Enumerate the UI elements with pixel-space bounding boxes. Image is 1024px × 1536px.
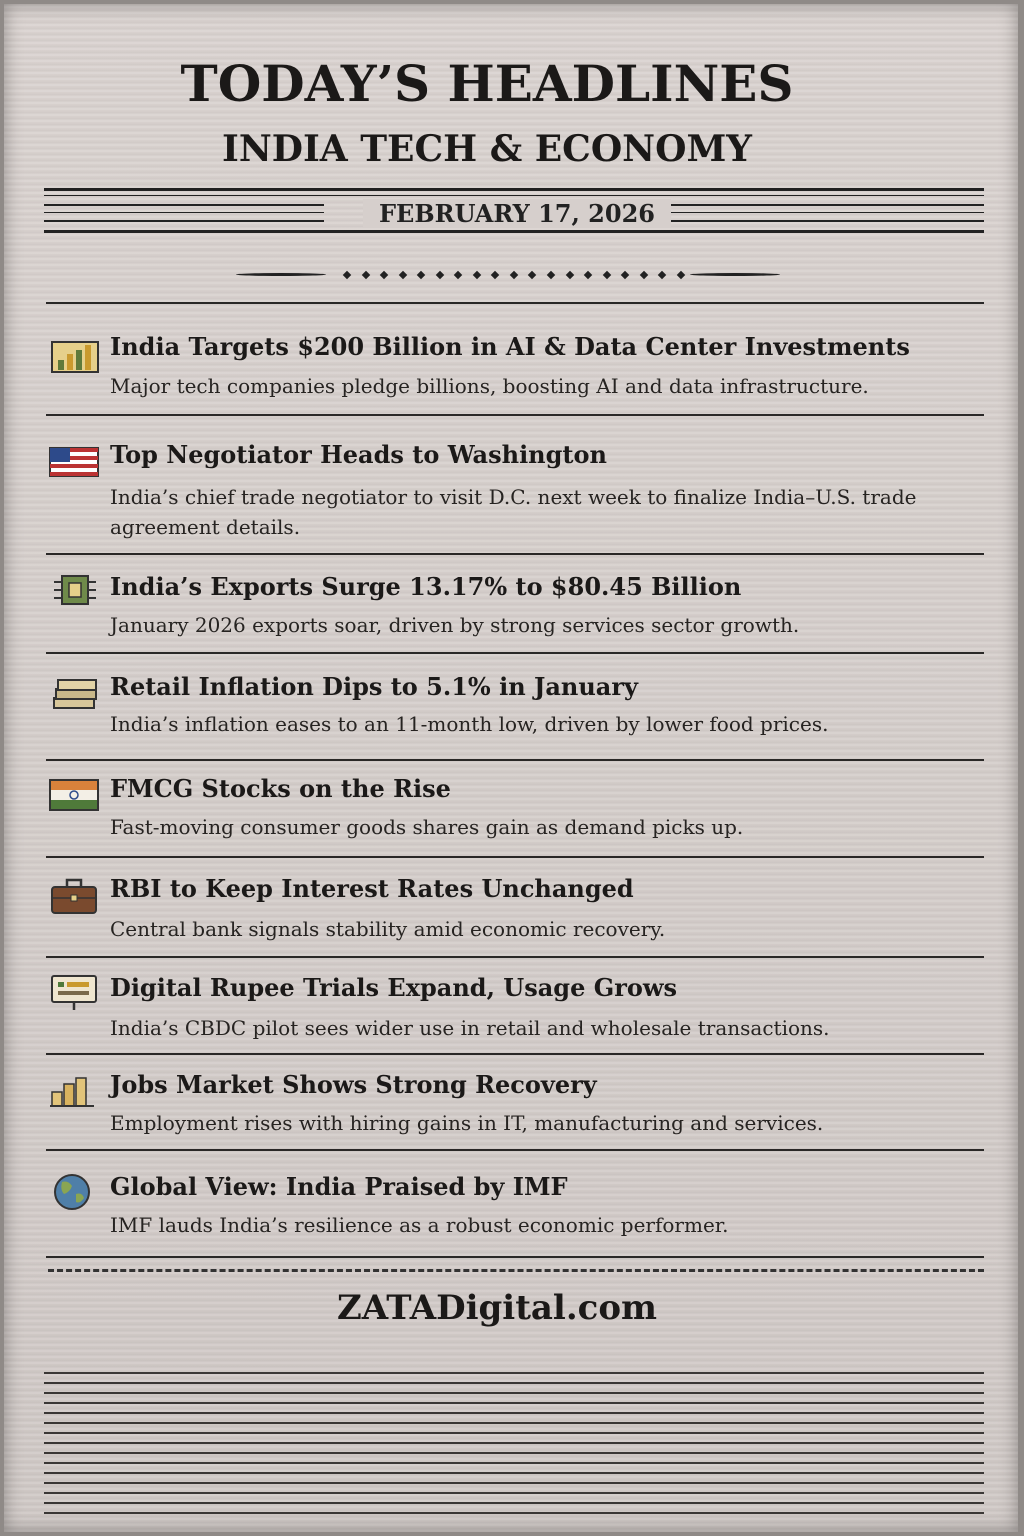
headline: Retail Inflation Dips to 5.1% in January [110,672,638,701]
section-divider [46,759,984,761]
headline-item [44,326,984,406]
section-divider [46,956,984,958]
headline: FMCG Stocks on the Rise [110,774,451,803]
newspaper-page [4,4,1018,1532]
headline: India’s Exports Surge 13.17% to $80.45 Billion [110,572,742,601]
headline: Jobs Market Shows Strong Recovery [110,1070,597,1099]
headline-item [44,968,984,1048]
headline-item [44,1066,984,1146]
dashed-divider [48,1269,984,1272]
summary: Central bank signals stability amid economic recovery. [110,917,666,941]
headline-item [44,564,984,644]
date-banner [44,196,984,232]
microchip-icon [48,570,100,610]
india-flag-icon [48,774,100,814]
bar-chart-icon [48,336,100,376]
summary: India’s CBDC pilot sees wider use in retail and wholesale transactions. [110,1016,830,1040]
ornament-swash [690,273,780,276]
summary: January 2026 exports soar, driven by strong services sector growth. [110,613,800,637]
headline: Global View: India Praised by IMF [110,1172,568,1201]
cash-stack-icon [48,674,100,714]
ornament-dots [344,268,684,282]
headline: Digital Rupee Trials Expand, Usage Grows [110,973,678,1002]
summary: India’s inflation eases to an 11-month low, driven by lower food prices. [110,712,829,736]
headline-item [44,1166,984,1246]
header-rule [44,230,984,233]
page-subtitle: INDIA TECH & ECONOMY [222,128,752,170]
ornament-swash [236,273,326,276]
briefcase-icon [48,876,100,916]
section-divider [46,1256,984,1258]
section-divider [46,414,984,416]
headline-item [44,666,984,746]
decorative-rules [44,1372,984,1522]
summary: Fast-moving consumer goods shares gain as demand picks up. [110,815,744,839]
headline: India Targets $200 Billion in AI & Data Center Investments [110,332,910,361]
summary: Major tech companies pledge billions, boosting AI and data infrastructure. [110,374,869,398]
us-flag-icon [48,442,100,482]
headline-item [44,770,984,850]
globe-icon [48,1170,100,1210]
digital-sign-icon [48,972,100,1012]
headline: Top Negotiator Heads to Washington [110,440,607,469]
summary: IMF lauds India’s resilience as a robust economic performer. [110,1213,729,1237]
page-title: TODAY’S HEADLINES [180,54,794,113]
headline-item [44,434,984,544]
headline-item [44,870,984,950]
section-divider [46,856,984,858]
section-divider [46,553,984,555]
header-rule [44,188,984,191]
section-divider [46,652,984,654]
summary: Employment rises with hiring gains in IT, manufacturing and services. [110,1111,824,1135]
headline: RBI to Keep Interest Rates Unchanged [110,874,634,903]
section-divider [46,1149,984,1151]
footer-website: ZATADigital.com [336,1288,658,1328]
growth-bars-icon [48,1070,100,1110]
date-label: FEBRUARY 17, 2026 [363,199,671,228]
section-divider [46,1053,984,1055]
summary: India’s chief trade negotiator to visit D.C. next week to finalize India–U.S. trade agreement details. [110,485,917,539]
section-divider [46,302,984,304]
